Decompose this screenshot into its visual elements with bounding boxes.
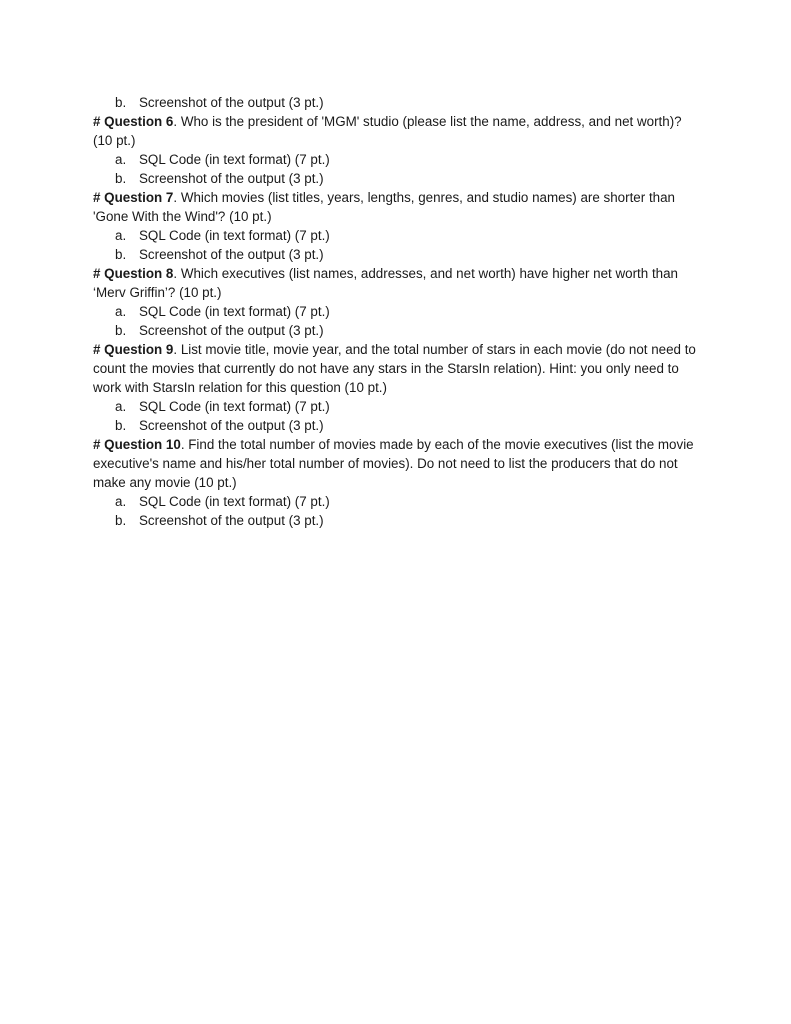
sub-item-text: Screenshot of the output (3 pt.): [139, 513, 324, 528]
question-text: . List movie title, movie year, and the total number of stars in each movie (do not need to count the movies that currently do not have any stars in the StarsIn relation). Hint: you only need to work with StarsIn relation for this question (10 pt.): [93, 342, 696, 395]
sub-item-text: Screenshot of the output (3 pt.): [139, 247, 324, 262]
sub-item-q8-a: [93, 302, 703, 321]
sub-item-label: b.: [115, 247, 127, 262]
sub-item-text: SQL Code (in text format) (7 pt.): [139, 304, 330, 319]
sub-item-q8-b: [93, 321, 703, 340]
question-7: [93, 188, 703, 226]
sub-item-label: b.: [115, 513, 127, 528]
sub-item-q9-b: [93, 416, 703, 435]
sub-item-q5-b: [93, 93, 703, 112]
sub-item-text: Screenshot of the output (3 pt.): [139, 171, 324, 186]
question-text: . Which executives (list names, addresses, and net worth) have higher net worth than ‘Merv Griffin’? (10 pt.): [93, 266, 679, 300]
question-number: # Question 10: [93, 437, 181, 452]
sub-item-q6-a: [93, 150, 703, 169]
sub-item-text: SQL Code (in text format) (7 pt.): [139, 399, 330, 414]
sub-item-label: a.: [115, 399, 127, 414]
sub-item-text: SQL Code (in text format) (7 pt.): [139, 152, 330, 167]
sub-item-text: Screenshot of the output (3 pt.): [139, 323, 324, 338]
question-number: # Question 6: [93, 114, 174, 129]
sub-item-label: a.: [115, 228, 127, 243]
sub-item-label: b.: [115, 418, 127, 433]
question-number: # Question 9: [93, 342, 174, 357]
document-body: [93, 93, 703, 530]
sub-item-q9-a: [93, 397, 703, 416]
question-number: # Question 7: [93, 190, 174, 205]
sub-item-label: b.: [115, 95, 127, 110]
sub-item-text: Screenshot of the output (3 pt.): [139, 95, 324, 110]
sub-item-q10-a: [93, 492, 703, 511]
question-6: [93, 112, 703, 150]
sub-item-label: a.: [115, 494, 127, 509]
question-number: # Question 8: [93, 266, 174, 281]
sub-item-text: Screenshot of the output (3 pt.): [139, 418, 324, 433]
sub-item-label: a.: [115, 152, 127, 167]
question-text: . Which movies (list titles, years, lengths, genres, and studio names) are shorter than 'Gone With the Wind'? (10 pt.): [93, 190, 676, 224]
question-8: [93, 264, 703, 302]
sub-item-q10-b: [93, 511, 703, 530]
sub-item-q7-b: [93, 245, 703, 264]
sub-item-q6-b: [93, 169, 703, 188]
sub-item-q7-a: [93, 226, 703, 245]
sub-item-label: a.: [115, 304, 127, 319]
sub-item-label: b.: [115, 323, 127, 338]
sub-item-text: SQL Code (in text format) (7 pt.): [139, 494, 330, 509]
question-10: [93, 435, 703, 492]
question-9: [93, 340, 703, 397]
question-text: . Who is the president of 'MGM' studio (please list the name, address, and net worth)? (10 pt.): [93, 114, 682, 148]
question-text: . Find the total number of movies made by each of the movie executives (list the movie executive's name and his/her total number of movies). Do not need to list the producers that do not make any movie (10 pt.): [93, 437, 694, 490]
sub-item-text: SQL Code (in text format) (7 pt.): [139, 228, 330, 243]
sub-item-label: b.: [115, 171, 127, 186]
